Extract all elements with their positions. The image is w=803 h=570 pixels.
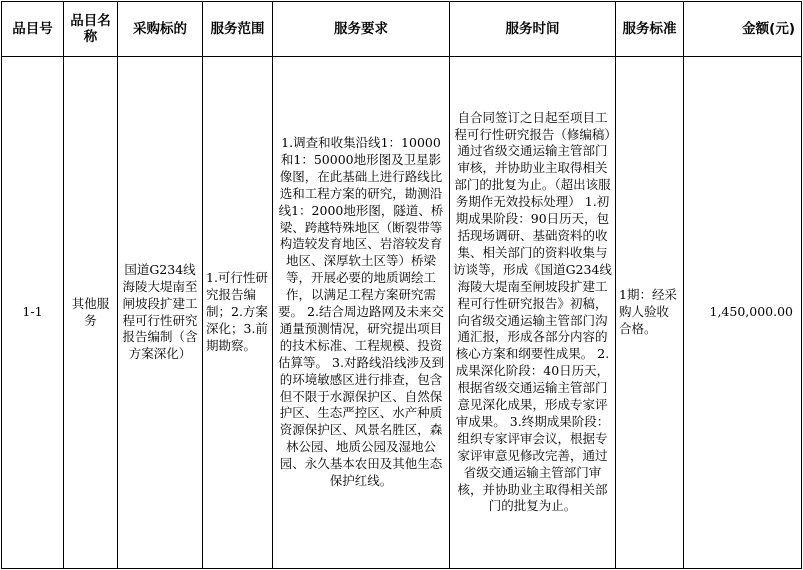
header-standard: 服务标准: [616, 2, 684, 57]
header-procurement: 采购标的: [118, 2, 203, 57]
header-scope: 服务范围: [203, 2, 273, 57]
procurement-table: [1, 1, 802, 569]
cell-scope: 1.可行性研究报告编制；2.方案深化；3.前期勘察。: [203, 57, 273, 569]
header-time: 服务时间: [450, 2, 616, 57]
header-row: [2, 2, 802, 57]
header-amount: 金额(元): [684, 2, 802, 57]
header-requirements: 服务要求: [273, 2, 450, 57]
cell-requirements: 1.调查和收集沿线1：10000和1：50000地形图及卫星影像图，在此基础上进行路线比选和工程方案的研究，勘测沿线1：2000地形图，隧道、桥梁、跨越特殊地区（断裂带等构造较发育地区、岩溶较发育地区、深厚软土区等）桥梁等，开展必要的地质调绘工作，以满足工程方案研究需要。 2.结合周边路网及未来交通量预测情况，研究提出项目的技术标准、工程规模、投资估算等。 3.对路线沿线涉及到的环境敏感区进行排查，包含但不限于水源保护区、自然保护区、生态严控区、水产种质资源保护区、风景名胜区，森林公园、地质公园及湿地公园、永久基本农田及其他生态保护红线。: [273, 57, 450, 569]
cell-item-name: 其他服务: [64, 57, 118, 569]
table-row: [2, 57, 802, 569]
cell-procurement: 国道G234线海陵大堤南至闸坡段扩建工程可行性研究报告编制（含方案深化）: [118, 57, 203, 569]
header-item-name: 品目名称: [64, 2, 118, 57]
cell-item-no: 1-1: [2, 57, 64, 569]
cell-amount: 1,450,000.00: [684, 57, 802, 569]
cell-time: 自合同签订之日起至项目工程可行性研究报告（修编稿）通过省级交通运输主管部门审核，并协助业主取得相关部门的批复为止。（超出该服务期作无效投标处理） 1.初期成果阶段：90日历天，包括现场调研、基础资料的收集、相关部门的资料收集与访谈等，形成《国道G234线海陵大堤南至闸坡段扩建工程可行性研究报告》初稿，向省级交通运输主管部门沟通汇报，形成各部分内容的核心方案和纲要性成果。 2.成果深化阶段：40日历天，根据省级交通运输主管部门意见深化成果，形成专家评审成果。 3.终期成果阶段：组织专家评审会议，根据专家评审意见修改完善，通过省级交通运输主管部门审核，并协助业主取得相关部门的批复为止。: [450, 57, 616, 569]
cell-standard: 1期：经采购人验收合格。: [616, 57, 684, 569]
header-item-no: 品目号: [2, 2, 64, 57]
